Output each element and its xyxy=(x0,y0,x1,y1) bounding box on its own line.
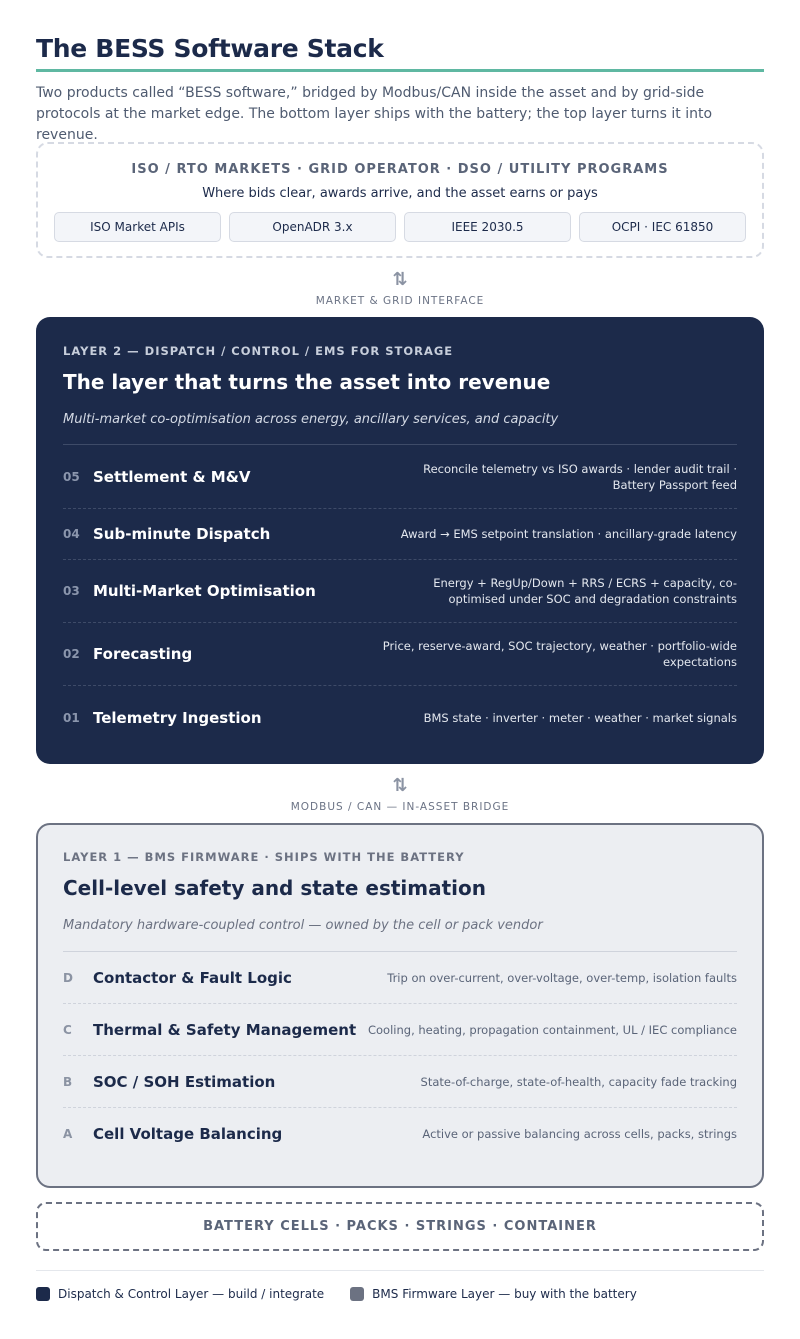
bridge-label: MODBUS / CAN — IN-ASSET BRIDGE xyxy=(290,801,510,813)
layer2-row xyxy=(63,686,737,749)
row-name: Multi-Market Optimisation xyxy=(93,582,316,600)
row-name: Thermal & Safety Management xyxy=(93,1020,357,1039)
protocol-chip: OCPI · IEC 61850 xyxy=(579,212,746,242)
legend xyxy=(36,1287,637,1301)
row-description: Price, reserve-award, SOC trajectory, weather · portfolio-wide expectations xyxy=(382,639,737,669)
protocol-chip: OpenADR 3.x xyxy=(229,212,396,242)
layer2-card xyxy=(36,317,764,764)
legend-item-dispatch xyxy=(36,1287,324,1301)
page-subtitle: Two products called “BESS software,” bridged by Modbus/CAN inside the asset and by grid-side protocols at the market edge. The bottom layer ships with the battery; the top layer turns it into revenue. xyxy=(36,85,713,143)
layer2-tagline: Multi-market co-optimisation across energy, ancillary services, and capacity xyxy=(63,412,559,427)
market-grid-bridge xyxy=(0,270,800,307)
updown-arrow-icon: ⇅ xyxy=(392,269,408,290)
row-number: 02 xyxy=(63,647,80,661)
row-name: Sub-minute Dispatch xyxy=(93,525,271,543)
row-letter: A xyxy=(63,1127,73,1141)
row-name: SOC / SOH Estimation xyxy=(93,1072,276,1091)
layer1-row xyxy=(63,1108,737,1160)
layer1-tagline: Mandatory hardware-coupled control — owned by the cell or pack vendor xyxy=(63,918,543,933)
protocol-list xyxy=(54,212,746,242)
legend-swatch xyxy=(350,1287,364,1301)
row-name: Settlement & M&V xyxy=(93,467,251,486)
updown-arrow-icon: ⇅ xyxy=(392,775,408,796)
layer1-heading: Cell-level safety and state estimation xyxy=(63,876,486,900)
layer2-row xyxy=(63,509,737,560)
layer1-row-list xyxy=(63,952,737,1160)
protocol-chip: ISO Market APIs xyxy=(54,212,221,242)
layer2-row-list xyxy=(63,445,737,749)
row-number: 01 xyxy=(63,710,80,725)
layer2-eyebrow: LAYER 2 — DISPATCH / CONTROL / EMS FOR STORAGE xyxy=(63,344,454,358)
row-letter: B xyxy=(63,1074,73,1089)
row-description: Reconcile telemetry vs ISO awards · lender audit trail · Battery Passport feed xyxy=(423,461,737,492)
page-title: The BESS Software Stack xyxy=(36,34,384,63)
row-letter: D xyxy=(63,970,73,985)
market-box xyxy=(36,142,764,258)
row-description: Award → EMS setpoint translation · ancillary-grade latency xyxy=(400,527,737,541)
bridge-label: MARKET & GRID INTERFACE xyxy=(315,295,485,307)
layer1-card xyxy=(36,823,764,1188)
row-number: 04 xyxy=(63,527,80,541)
in-asset-bridge xyxy=(0,776,800,813)
row-number: 03 xyxy=(63,584,80,598)
row-description: Trip on over-current, over-voltage, over-temp, isolation faults xyxy=(387,970,737,985)
layer2-row xyxy=(63,445,737,509)
legend-swatch xyxy=(36,1287,50,1301)
battery-hardware-box: BATTERY CELLS · PACKS · STRINGS · CONTAINER xyxy=(36,1202,764,1251)
row-name: Forecasting xyxy=(93,645,193,663)
market-heading: ISO / RTO MARKETS · GRID OPERATOR · DSO / UTILITY PROGRAMS xyxy=(131,162,669,177)
layer1-row xyxy=(63,1056,737,1108)
divider xyxy=(36,1270,764,1271)
row-letter: C xyxy=(63,1022,72,1037)
row-name: Telemetry Ingestion xyxy=(93,708,262,727)
row-description: BMS state · inverter · meter · weather · market signals xyxy=(423,710,737,725)
row-description: State-of-charge, state-of-health, capacity fade tracking xyxy=(420,1074,737,1089)
market-subheading: Where bids clear, awards arrive, and the asset earns or pays xyxy=(202,186,598,201)
title-underline xyxy=(36,69,764,72)
row-name: Contactor & Fault Logic xyxy=(93,968,292,987)
protocol-chip: IEEE 2030.5 xyxy=(404,212,571,242)
layer2-row xyxy=(63,623,737,686)
row-description: Active or passive balancing across cells, packs, strings xyxy=(422,1127,737,1141)
row-description: Cooling, heating, propagation containment, UL / IEC compliance xyxy=(367,1022,737,1037)
row-number: 05 xyxy=(63,469,80,484)
legend-label: Dispatch & Control Layer — build / integrate xyxy=(58,1287,325,1301)
legend-item-bms xyxy=(350,1287,637,1301)
row-name: Cell Voltage Balancing xyxy=(93,1125,283,1143)
legend-label: BMS Firmware Layer — buy with the battery xyxy=(372,1287,637,1301)
layer2-heading: The layer that turns the asset into revenue xyxy=(63,370,551,394)
layer2-row xyxy=(63,560,737,623)
layer1-eyebrow: LAYER 1 — BMS FIRMWARE · SHIPS WITH THE BATTERY xyxy=(63,850,465,864)
row-description: Energy + RegUp/Down + RRS / ECRS + capacity, co-optimised under SOC and degradation constraints xyxy=(433,576,737,606)
layer1-row xyxy=(63,1004,737,1056)
layer1-row xyxy=(63,952,737,1004)
